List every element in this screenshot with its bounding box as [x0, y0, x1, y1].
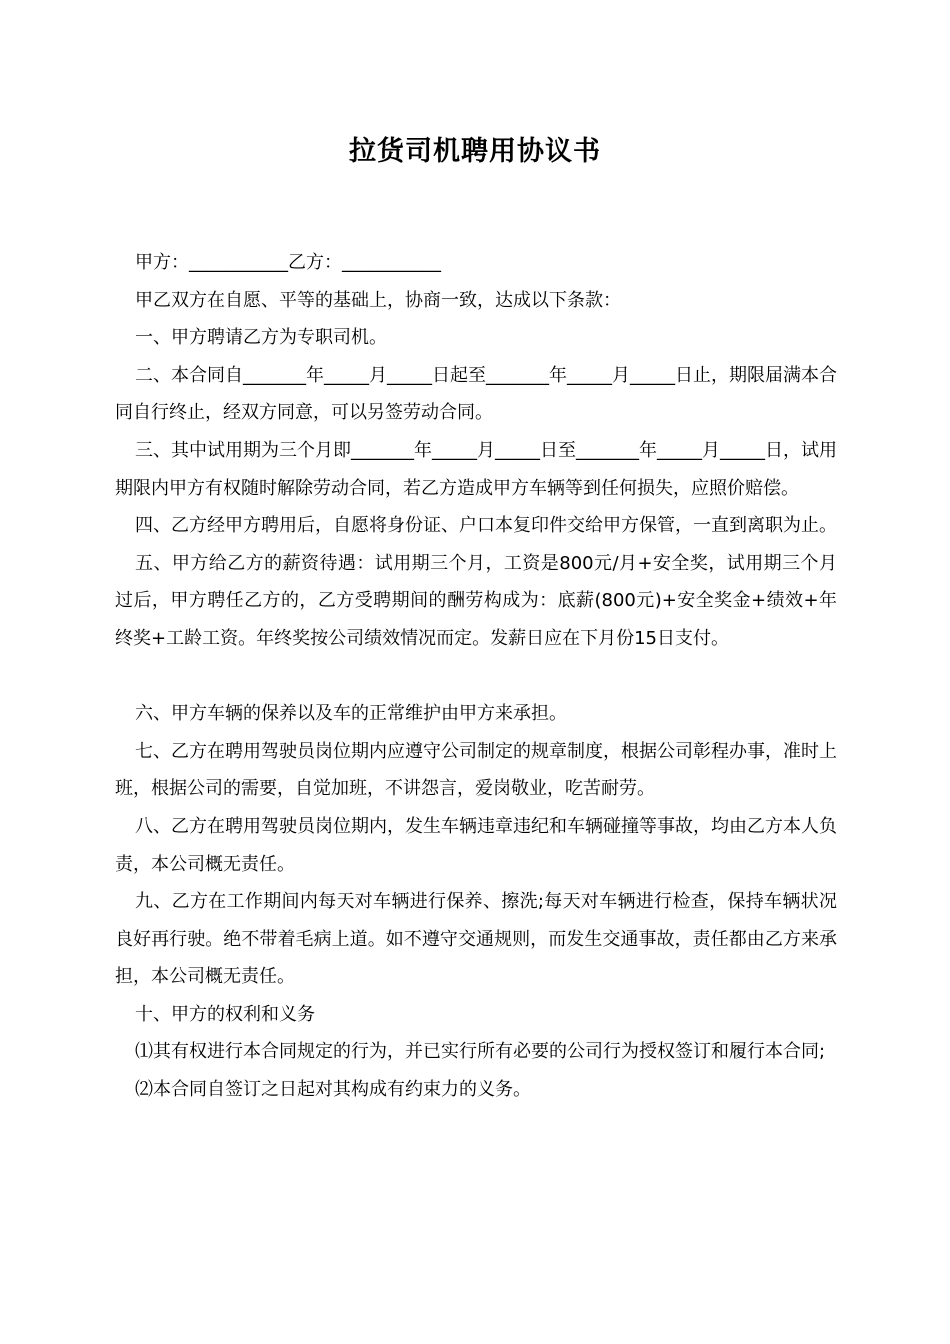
clause-7: 七、乙方在聘用驾驶员岗位期内应遵守公司制定的规章制度，根据公司彰程办事，准时上班，根据公司的需要，自觉加班，不讲怨言，爱岗敬业，吃苦耐劳。: [115, 740, 837, 800]
clause-9: 九、乙方在工作期间内每天对车辆进行保养、擦洗;每天对车辆进行检查，保持车辆状况良好再行驶。绝不带着毛病上道。如不遵守交通规则，而发生交通事故，责任都由乙方来承担，本公司概无责任。: [115, 891, 837, 988]
clause-10-item-2: ⑵本合同自签订之日起对其构成有约束力的义务。: [135, 1079, 531, 1101]
document-body: [115, 244, 837, 1109]
clause-4: 四、乙方经甲方聘用后，自愿将身份证、户口本复印件交给甲方保管，一直到离职为止。: [135, 515, 837, 537]
clause-6: 六、甲方车辆的保养以及车的正常维护由甲方来承担。: [135, 703, 567, 725]
clause-10-item-1: ⑴其有权进行本合同规定的行为，并已实行所有必要的公司行为授权签订和履行本合同;: [135, 1041, 826, 1063]
clause-10: 十、甲方的权利和义务: [135, 1003, 315, 1025]
blank-line: [115, 658, 837, 696]
preamble: 甲乙双方在自愿、平等的基础上，协商一致，达成以下条款：: [135, 289, 621, 311]
clause-1: 一、甲方聘请乙方为专职司机。: [135, 327, 387, 349]
clause-3: 三、其中试用期为三个月即_______年_____月_____日至_______年_____月_____日，试用期限内甲方有权随时解除劳动合同，若乙方造成甲方车辆等到任何损失，应照价赔偿。: [115, 439, 837, 499]
parties-line: 甲方：___________乙方：___________: [135, 252, 441, 273]
document-title: 拉货司机聘用协议书: [349, 136, 601, 167]
clause-2: 二、本合同自_______年_____月_____日起至_______年_____月_____日止，期限届满本合同自行终止，经双方同意，可以另签劳动合同。: [115, 364, 837, 424]
clause-8: 八、乙方在聘用驾驶员岗位期内，发生车辆违章违纪和车辆碰撞等事故，均由乙方本人负责，本公司概无责任。: [115, 815, 837, 875]
clause-5: 五、甲方给乙方的薪资待遇：试用期三个月，工资是800元/月+安全奖，试用期三个月过后，甲方聘任乙方的，乙方受聘期间的酬劳构成为：底薪(800元)+安全奖金+绩效+年终奖+工龄工资。年终奖按公司绩效情况而定。发薪日应在下月份15日支付。: [115, 552, 837, 649]
